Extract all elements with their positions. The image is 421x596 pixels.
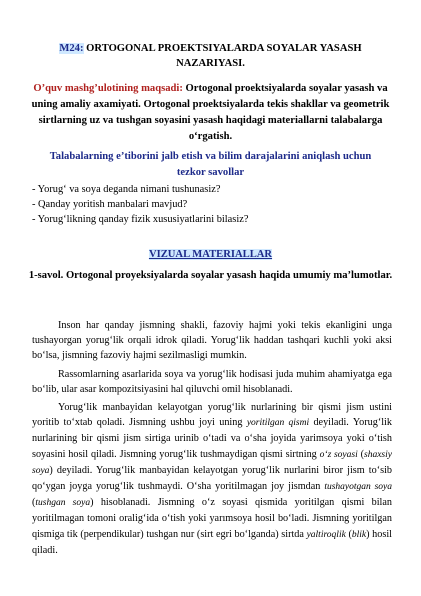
question-item: - Yorug‘ va soya deganda nimani tushunasiz? bbox=[32, 184, 221, 195]
question-item: - Yorug‘likning qanday fizik xususiyatlarini bilasiz? bbox=[32, 214, 249, 225]
emphasis-term: yaltiroqlik bbox=[306, 529, 346, 540]
paragraph bbox=[32, 400, 392, 558]
lesson-goal bbox=[28, 81, 393, 145]
question1-heading: 1-savol. Ortogonal proyeksiyalarda soyalar yasash haqida umumiy ma’lumotlar. bbox=[28, 270, 393, 281]
goal-text: Ortogonal proektsiyalarda soyalar yasash va uning amaliy axamiyati. Ortogonal proektsiyalarda tekis shakllar va geometrik sirtlarning uz va tushgan soyasini yasash haqidagi materiallarni talabalarga o‘rgatish. bbox=[31, 83, 390, 142]
quick-questions-heading-line1: Talabalarning e’tiborini jalb etish va bilim darajalarini aniqlash uchun bbox=[49, 151, 372, 162]
quick-questions-list bbox=[32, 182, 392, 227]
text-run: Yorug‘lik manbayidan kelayotgan yorug‘lik nurlarining bir qismi jism ustini yoritib to‘xtab qoladi. Jismning ushbu joyi uning bbox=[32, 402, 392, 429]
visual-materials-heading bbox=[0, 248, 421, 262]
lesson-title: ORTOGONAL PROEKTSIYALARDA SOYALAR YASASH NAZARIYASI. bbox=[86, 43, 362, 69]
text-run: deyiladi. Yorug‘lik nurlarining bir qismi jism sirtiga urinib o‘tadi va o‘sha joyida yarimsoya yoki o‘tish soyasini hosil qiladi. Jismning yorug‘lik tushmaydigan qismi sirtning bbox=[32, 417, 392, 460]
emphasis-term: o‘z soyasi bbox=[319, 449, 358, 460]
text-run: ( bbox=[357, 448, 365, 460]
emphasis-term: tushgan soya bbox=[35, 498, 91, 509]
body-text bbox=[32, 318, 392, 558]
visual-materials-label: VIZUAL MATERIALLAR bbox=[148, 249, 273, 260]
quick-questions-heading-line2: tezkor savollar bbox=[176, 167, 245, 178]
question-item: - Qanday yoritish manbalari mavjud? bbox=[32, 199, 188, 210]
lesson-code: M24: bbox=[59, 43, 84, 54]
paragraph: Inson har qanday jismning shakli, fazoviy hajmi yoki tekis ekanligini unga tushayorgan yorug‘lik orqali idrok qiladi. Yorug‘lik haddan tashqari kuchli yoki aksi bo‘lsa, jismning fazoviy hajmi sezilmasligi mumkin. bbox=[32, 320, 392, 362]
quick-questions-heading bbox=[24, 149, 397, 181]
text-run: ( bbox=[345, 528, 352, 540]
text-run: ) deyiladi. Yorug‘lik manbayidan kelayotgan yorug‘lik nurlarini biror jism to‘sib qo‘ygan joyga yorug‘lik tushmaydi. O‘sha yoritilmagan joy jismdan bbox=[32, 464, 392, 493]
emphasis-term: blik bbox=[351, 529, 367, 540]
text-run: ( bbox=[32, 497, 36, 509]
emphasis-term: tushayotgan soya bbox=[324, 482, 392, 493]
text-run: ) hisoblanadi. Jismning o‘z soyasi qismida yoritilgan qismi bilan yoritilmagan tomoni oralig‘ida o‘tish yoki yarımsoya hosil bo‘ladi. Jismning yoritilgan qismiga tik (perpendikular) tushgan nur (sirt egri bo‘lganda) sirtda bbox=[32, 497, 393, 540]
page-title bbox=[30, 41, 391, 71]
emphasis-term: yoritilgan qismi bbox=[246, 418, 310, 429]
text-run: ) hosil qiladi. bbox=[32, 528, 392, 556]
paragraph: Rassomlarning asarlarida soya va yorug‘lik hodisasi juda muhim ahamiyatga ega bo‘lib, ular asar kompozitsiyasini hal qiluvchi omil hisoblanadi. bbox=[32, 368, 392, 395]
emphasis-term: shaxsiy soya bbox=[32, 449, 392, 476]
goal-label: O’quv mashg’ulotining maqsadi: bbox=[33, 83, 183, 94]
